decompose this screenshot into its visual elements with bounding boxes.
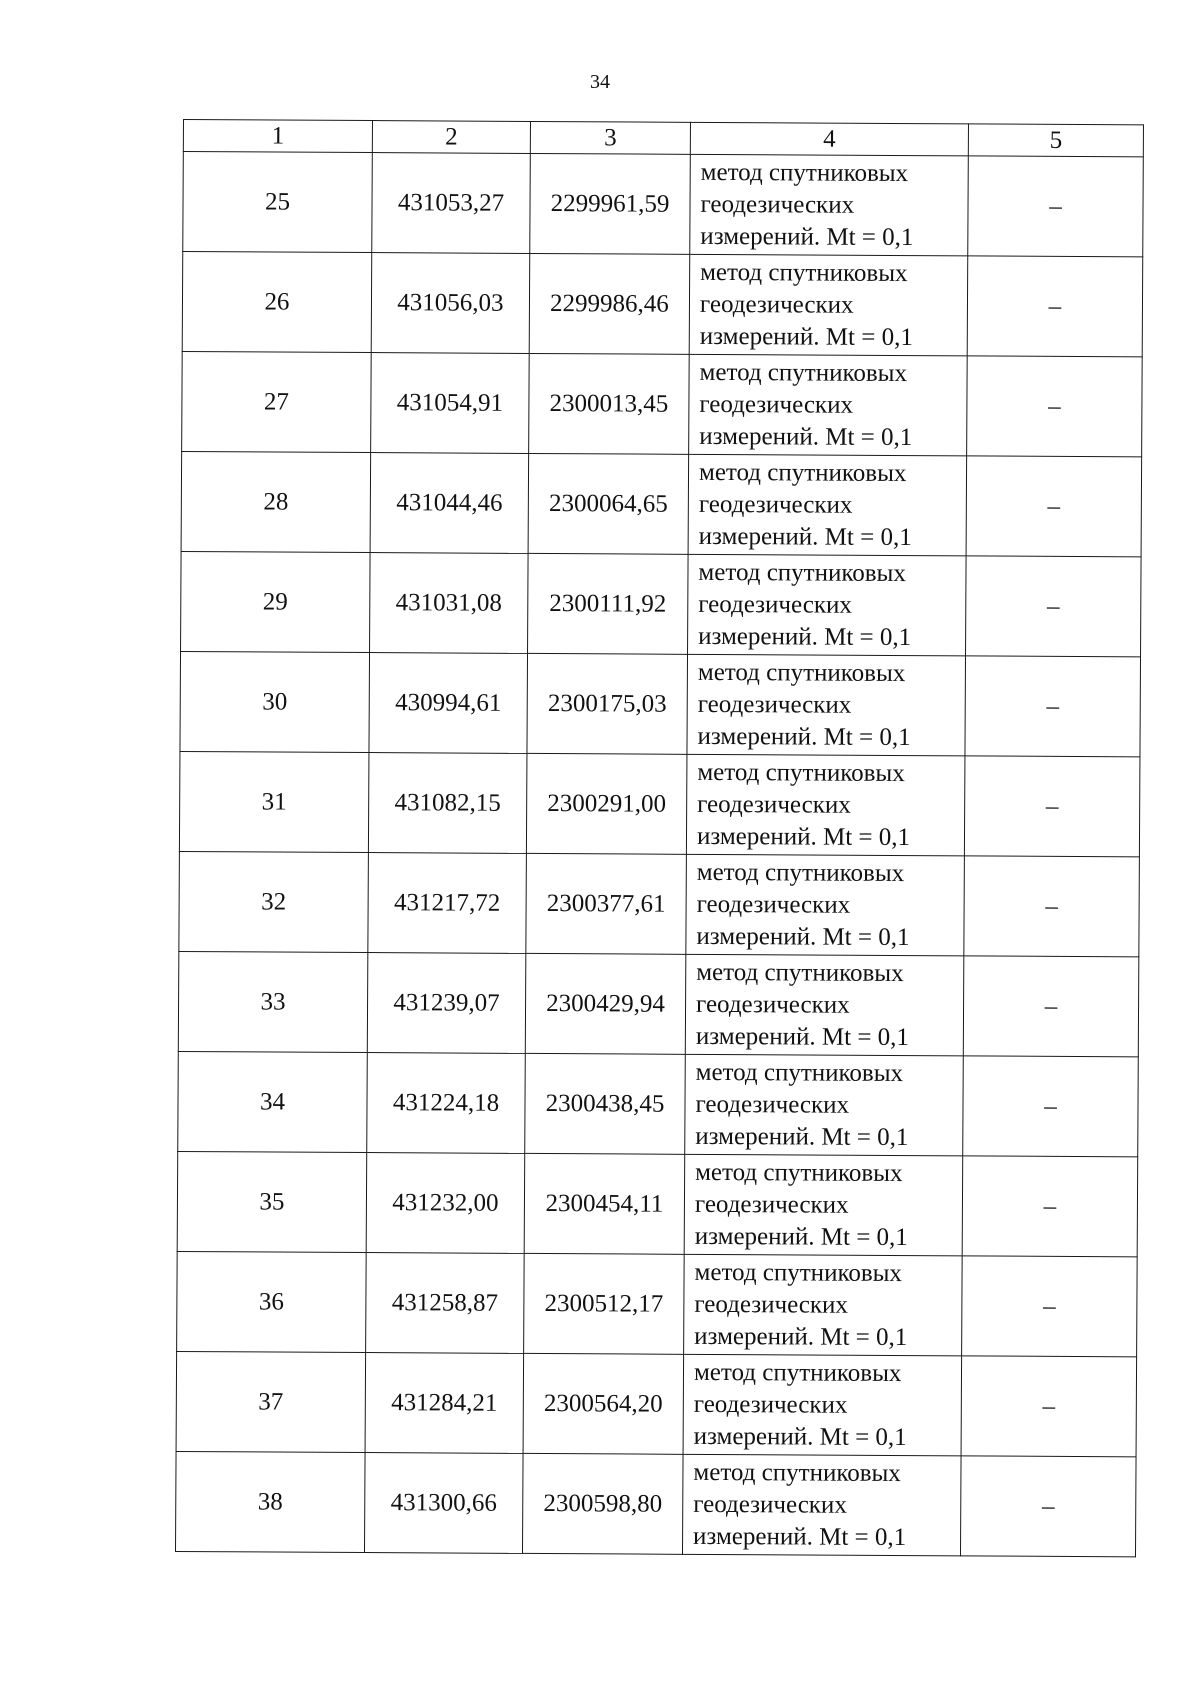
method-text-line: метод спутниковых (698, 558, 906, 587)
point-number-cell: 33 (178, 951, 368, 1052)
method-cell (683, 1354, 962, 1456)
x-coordinate-cell: 431054,91 (371, 353, 530, 454)
method-text-line: измерений. Mt = 0,1 (693, 1422, 907, 1451)
point-number-cell: 38 (175, 1451, 365, 1552)
x-coordinate-cell: 431284,21 (365, 1353, 524, 1454)
method-text-line: метод спутниковых (695, 1058, 904, 1087)
method-text-line: геодезических (698, 590, 852, 619)
method-text-line: геодезических (699, 390, 854, 419)
header-cell-1: 1 (183, 120, 372, 153)
y-coordinate-cell: 2300175,03 (527, 653, 688, 754)
method-text-line: измерений. Mt = 0,1 (698, 622, 912, 651)
method-text-line: измерений. Mt = 0,1 (696, 922, 910, 951)
note-cell: – (967, 256, 1143, 357)
x-coordinate-cell: 431056,03 (371, 253, 530, 354)
table-row (183, 152, 1144, 257)
method-text-line: метод спутниковых (700, 158, 909, 187)
note-cell: – (965, 656, 1141, 757)
point-number-cell: 28 (181, 451, 371, 552)
point-number-cell: 34 (178, 1051, 368, 1152)
x-coordinate-cell: 431217,72 (368, 853, 527, 954)
method-text-line: геодезических (697, 690, 852, 719)
method-cell (684, 1154, 963, 1256)
header-cell-5: 5 (968, 124, 1143, 157)
method-text-line: геодезических (695, 1090, 850, 1119)
method-cell (685, 954, 964, 1056)
method-text-line: геодезических (693, 1390, 848, 1419)
method-text-line: измерений. Mt = 0,1 (694, 1322, 908, 1351)
method-text-line: метод спутниковых (698, 458, 907, 487)
method-cell (684, 1254, 963, 1356)
method-text-line: геодезических (696, 890, 851, 919)
method-cell (686, 854, 965, 956)
method-text-line: измерений. Mt = 0,1 (698, 522, 912, 551)
table-row (181, 551, 1142, 656)
y-coordinate-cell: 2299986,46 (529, 253, 690, 354)
note-cell: – (968, 156, 1144, 257)
method-cell (687, 654, 966, 756)
note-cell: – (964, 756, 1140, 857)
method-cell (686, 754, 965, 856)
method-cell (682, 1454, 961, 1556)
method-text-line: геодезических (694, 1290, 849, 1319)
point-number-cell: 35 (177, 1151, 367, 1252)
y-coordinate-cell: 2300013,45 (529, 353, 690, 454)
method-text-line: измерений. Mt = 0,1 (699, 422, 913, 451)
x-coordinate-cell: 431224,18 (367, 1053, 526, 1154)
method-text-line: метод спутниковых (697, 758, 905, 787)
table-row (182, 252, 1143, 357)
x-coordinate-cell: 431239,07 (367, 953, 526, 1054)
note-cell: – (962, 1256, 1138, 1357)
table-row (177, 1151, 1138, 1256)
y-coordinate-cell: 2300598,80 (522, 1453, 683, 1554)
table-row (179, 851, 1140, 956)
point-number-cell: 31 (179, 751, 369, 852)
point-number-cell: 37 (176, 1351, 366, 1452)
method-text-line: метод спутниковых (700, 258, 908, 287)
x-coordinate-cell: 431031,08 (370, 553, 529, 654)
note-cell: – (966, 456, 1142, 557)
header-row (183, 120, 1143, 157)
table-header (183, 120, 1143, 157)
method-text-line: измерений. Mt = 0,1 (695, 1122, 909, 1151)
method-cell (689, 254, 968, 356)
x-coordinate-cell: 430994,61 (369, 653, 528, 754)
method-text-line: измерений. Mt = 0,1 (694, 1222, 908, 1251)
method-text-line: геодезических (700, 190, 855, 219)
y-coordinate-cell: 2300064,65 (528, 453, 689, 554)
method-text-line: геодезических (694, 1190, 849, 1219)
note-cell: – (966, 556, 1142, 657)
point-number-cell: 32 (179, 851, 369, 952)
point-number-cell: 26 (182, 252, 372, 353)
method-cell (688, 554, 967, 656)
y-coordinate-cell: 2300512,17 (524, 1253, 685, 1354)
y-coordinate-cell: 2299961,59 (530, 153, 691, 254)
table-row (177, 1251, 1138, 1356)
method-text-line: измерений. Mt = 0,1 (693, 1522, 907, 1551)
x-coordinate-cell: 431258,87 (366, 1253, 525, 1354)
note-cell: – (967, 356, 1143, 457)
method-cell (690, 154, 969, 256)
table-row (175, 1451, 1136, 1556)
y-coordinate-cell: 2300438,45 (525, 1053, 686, 1154)
point-number-cell: 30 (180, 651, 370, 752)
method-text-line: геодезических (697, 790, 851, 819)
note-cell: – (960, 1456, 1136, 1557)
table-row (178, 1051, 1139, 1156)
x-coordinate-cell: 431053,27 (372, 153, 531, 254)
note-cell: – (964, 856, 1140, 957)
method-cell (685, 1054, 964, 1156)
table-body (175, 152, 1143, 1557)
header-cell-3: 3 (530, 121, 690, 154)
method-text-line: метод спутниковых (696, 858, 905, 887)
method-text-line: метод спутниковых (695, 1158, 903, 1187)
method-text-line: измерений. Mt = 0,1 (697, 722, 911, 751)
x-coordinate-cell: 431044,46 (370, 453, 529, 554)
page-number: 34 (590, 71, 610, 93)
method-text-line: метод спутниковых (693, 1458, 901, 1487)
point-number-cell: 27 (182, 351, 372, 452)
method-text-line: геодезических (695, 990, 850, 1019)
table-row (182, 351, 1143, 456)
header-cell-2: 2 (372, 121, 530, 154)
method-text-line: метод спутниковых (694, 1258, 903, 1287)
note-cell: – (963, 1056, 1139, 1157)
method-text-line: геодезических (693, 1490, 847, 1519)
header-cell-4: 4 (690, 122, 968, 156)
method-cell (688, 454, 967, 556)
y-coordinate-cell: 2300429,94 (525, 953, 686, 1054)
y-coordinate-cell: 2300291,00 (526, 753, 687, 854)
method-text-line: метод спутниковых (696, 958, 904, 987)
coordinates-table (175, 119, 1144, 1557)
table-row (178, 951, 1139, 1056)
x-coordinate-cell: 431300,66 (364, 1453, 523, 1554)
method-text-line: метод спутниковых (697, 658, 906, 687)
table-row (181, 451, 1142, 556)
method-text-line: измерений. Mt = 0,1 (696, 822, 911, 851)
method-text-line: метод спутниковых (693, 1358, 902, 1387)
method-text-line: метод спутниковых (699, 358, 908, 387)
y-coordinate-cell: 2300564,20 (523, 1353, 684, 1454)
point-number-cell: 25 (183, 152, 373, 253)
note-cell: – (963, 956, 1139, 1057)
method-text-line: геодезических (698, 490, 853, 519)
note-cell: – (962, 1156, 1138, 1257)
table-row (176, 1351, 1137, 1456)
x-coordinate-cell: 431232,00 (366, 1153, 525, 1254)
y-coordinate-cell: 2300111,92 (528, 553, 689, 654)
note-cell: – (961, 1356, 1137, 1457)
table-row (179, 751, 1140, 856)
method-text-line: измерений. Mt = 0,1 (699, 322, 913, 351)
table-row (180, 651, 1141, 756)
y-coordinate-cell: 2300377,61 (526, 853, 687, 954)
point-number-cell: 29 (181, 551, 371, 652)
x-coordinate-cell: 431082,15 (368, 753, 527, 854)
method-text-line: измерений. Mt = 0,1 (695, 1022, 910, 1051)
method-text-line: измерений. Mt = 0,1 (700, 222, 914, 251)
y-coordinate-cell: 2300454,11 (524, 1153, 685, 1254)
method-text-line: геодезических (699, 290, 854, 319)
point-number-cell: 36 (177, 1251, 367, 1352)
method-cell (689, 354, 968, 456)
